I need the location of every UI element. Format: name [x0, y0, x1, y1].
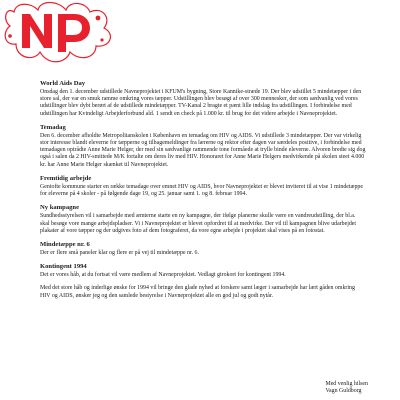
logo-splash-dot [96, 16, 101, 21]
section-body: Sundhedsstyrelsen vil i samarbejde med æmterne starte en ny kampagne, der ifølge planerne skulle være en vandreudstilling, der bl.a. skal besøge vore mange arbejdspladser. Vi i Navneprojektet er blevet opfordret til at medvirke. Der vil til kampagnen blive udarbejdet plakater af vore tæpper og der udgives foto af dem fotograferet, da vore egne arbejde i projektet skal vises på en fotostat. [40, 213, 357, 234]
logo-splash-dot [8, 34, 12, 38]
section-body: Med det store håb og inderlige ønske for 1994 vil bringe den glade nyhed at forskere samt læger i samarbejde har lært gåden omkring HIV og AIDS, ønsker jeg og den samlede bestyrelse i Navneprojektet alle en god jul og godt nytår. [40, 285, 355, 299]
navneprojektet-logo [0, 0, 120, 72]
newsletter-body [40, 80, 366, 306]
section [40, 204, 366, 235]
closing-name: Vagn Guldborg [325, 388, 362, 395]
section-body: Gentofte kommune starter en række temadage over emnet HIV og AIDS, hvor Navneprojektet er blevet inviteret til at vise 1 mindetæppe for eleverne på 4 skoler - på følgende dage 19, og 25. januar samt 1. og 8. februar 1994. [40, 183, 363, 198]
section [40, 285, 366, 299]
section-heading: Kontingent 1994 [40, 263, 87, 271]
section [40, 175, 366, 198]
section-heading: World Aids Day [40, 80, 86, 87]
section-heading: Fremtidig arbejde [40, 174, 92, 182]
section [40, 241, 366, 257]
section [40, 124, 366, 169]
section-heading: Ny kampagne [40, 204, 80, 212]
section-heading: Temadag [40, 123, 66, 131]
section-heading: Mindetæppe nr. 6 [40, 240, 90, 248]
section-body: Onsdag den 1. december udstillede Navneprojektet i KFUM's bygning, Store Kannike-stræde 19. Der blev udstillet 5 mindetæpper i den store sal, der var en smuk rammе omkring vores tæpper. Udstillingen blev besøgt af over 300 mennesker, der som sædvanlig ved vores udstillinger blev dybt berørt af de udstillede mindetæpper. TV-Kanal 2 bragte et pænt lille indslag fra udstillingen. I forbindelse med udstillingen har Kvindeligt Arbejderforbund ald. 1 sendt en check på 1.000 kr. til brug for det videre arbejde i Navneprojektet. [40, 89, 362, 117]
closing-signature [325, 381, 368, 395]
logo-cloud-shape [5, 3, 110, 62]
section-body: Der er flere små paneler klar og flere er på vej til mindetæppe nr. 6. [40, 250, 199, 256]
closing-greeting: Med venlig hilsen [325, 381, 368, 387]
section-body: Det er vores håb, at du fortsat vil være medlem af Navneprojektet. Vedlagt girokort for kontingent 1994. [40, 272, 286, 279]
section-body: Den 6. december afholdte Metropolitanskolen i København en temadag om HIV og AIDS. Vi udstillede 3 mindetæpper. Der var virkelig stor interesse blandt eleverne for tæpperne og tilbagemeldinger fra lærerne og rektor efter dagen var særdeles positive, i forbindelse med temadagen optrådte Anne Marie Helger, der med sin sædvanlige rammende tone formåede at trylle binde eleverne. Alvoren bredte sig dog også i salen da 2 HIV-smittede M/K fortalte om deres liv med HIV. Honoraret for Anne Marie Helgers medvirkende på skolen steet 4.000 kr. har Anne Marie Helger skænket til Navneprojektet. [40, 132, 366, 168]
section [40, 263, 366, 279]
logo-splash-dot [100, 38, 103, 41]
section [40, 80, 366, 118]
